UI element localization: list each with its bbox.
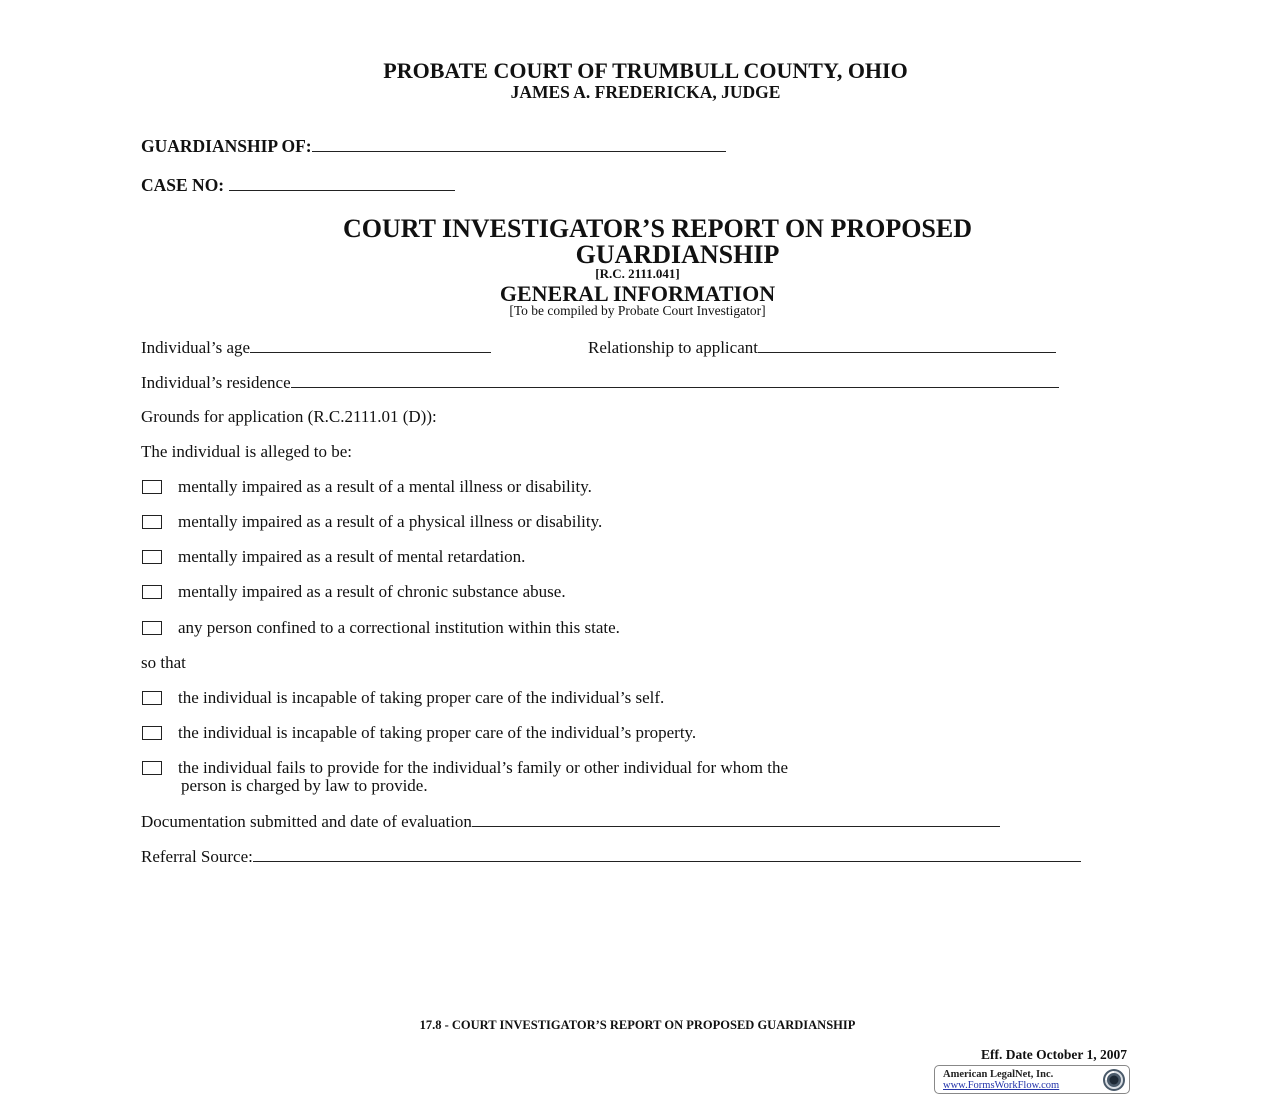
guardianship-label: GUARDIANSHIP OF:: [141, 136, 312, 156]
alleged-option-checkbox[interactable]: [142, 515, 162, 529]
case-no-label: CASE NO:: [141, 175, 225, 195]
documentation-label: Documentation submitted and date of evaluation: [141, 812, 472, 831]
court-name: PROBATE COURT OF TRUMBULL COUNTY, OHIO: [383, 58, 908, 83]
so-that-label: so that: [141, 653, 186, 672]
documentation-field-row: [141, 811, 1000, 832]
publisher-name: American LegalNet, Inc.: [943, 1069, 1054, 1080]
judge-name: JAMES A. FREDERICKA, JUDGE: [510, 82, 781, 102]
age-field-row: [141, 337, 491, 358]
alleged-option-checkbox[interactable]: [142, 621, 162, 635]
case-no-input[interactable]: [229, 175, 455, 191]
alleged-option-checkbox[interactable]: [142, 585, 162, 599]
so-that-option-checkbox[interactable]: [142, 726, 162, 740]
publisher-logo[interactable]: [934, 1065, 1130, 1094]
section-heading: GENERAL INFORMATION: [499, 281, 776, 306]
relationship-label: Relationship to applicant: [588, 338, 758, 357]
guardianship-field-row: [141, 136, 726, 157]
case-no-field-row: [141, 175, 455, 196]
alleged-option-checkbox[interactable]: [142, 480, 162, 494]
grounds-label: Grounds for application (R.C.2111.01 (D)):: [141, 407, 437, 426]
referral-label: Referral Source:: [141, 847, 253, 866]
residence-input[interactable]: [291, 372, 1059, 388]
publisher-url-link[interactable]: www.FormsWorkFlow.com: [943, 1080, 1060, 1091]
referral-input[interactable]: [253, 846, 1081, 862]
alleged-option-label: mentally impaired as a result of a mental illness or disability.: [178, 477, 592, 496]
footer-form-title: 17.8 - COURT INVESTIGATOR’S REPORT ON PROPOSED GUARDIANSHIP: [419, 1018, 856, 1032]
effective-date: Eff. Date October 1, 2007: [981, 1047, 1127, 1062]
statute-reference: [R.C. 2111.041]: [595, 266, 680, 281]
globe-icon: [1102, 1068, 1126, 1092]
so-that-option-checkbox[interactable]: [142, 691, 162, 705]
alleged-option-label: mentally impaired as a result of chronic substance abuse.: [178, 582, 566, 601]
so-that-option-label-continued: person is charged by law to provide.: [181, 776, 428, 795]
alleged-option-label: any person confined to a correctional institution within this state.: [178, 618, 620, 637]
report-title-line1: COURT INVESTIGATOR’S REPORT ON PROPOSED: [342, 214, 973, 243]
so-that-option-label: the individual is incapable of taking proper care of the individual’s self.: [178, 688, 665, 707]
report-title-line2: GUARDIANSHIP: [575, 240, 780, 269]
documentation-input[interactable]: [472, 811, 1000, 827]
alleged-option-checkbox[interactable]: [142, 550, 162, 564]
alleged-option-label: mentally impaired as a result of mental retardation.: [178, 547, 526, 566]
relationship-input[interactable]: [758, 337, 1056, 353]
so-that-option-checkbox[interactable]: [142, 761, 162, 775]
guardianship-input[interactable]: [312, 136, 726, 152]
alleged-option-label: mentally impaired as a result of a physical illness or disability.: [178, 512, 603, 531]
so-that-option-label: the individual fails to provide for the individual’s family or other individual for whom the: [178, 758, 788, 777]
alleged-label: The individual is alleged to be:: [141, 442, 353, 461]
compiled-by-note: [To be compiled by Probate Court Investigator]: [509, 303, 766, 318]
relationship-field-row: [588, 337, 1056, 358]
residence-label: Individual’s residence: [141, 373, 291, 392]
residence-field-row: [141, 372, 1059, 393]
age-label: Individual’s age: [141, 338, 251, 357]
so-that-option-label: the individual is incapable of taking proper care of the individual’s property.: [178, 723, 697, 742]
referral-field-row: [141, 846, 1081, 867]
age-input[interactable]: [250, 337, 491, 353]
